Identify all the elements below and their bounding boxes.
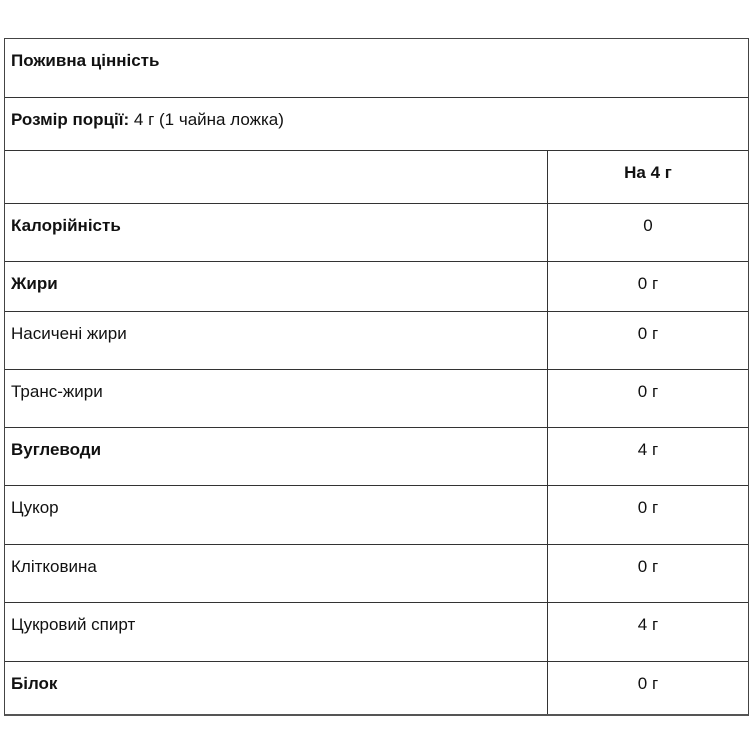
table-row: [5, 485, 748, 544]
column-header: На 4 г: [624, 163, 672, 182]
nutrient-name: Вуглеводи: [5, 428, 548, 485]
table-row: [5, 544, 748, 602]
nutrient-name: Білок: [5, 662, 548, 714]
nutrient-name: Жири: [5, 262, 548, 311]
serving-value: 4 г (1 чайна ложка): [129, 110, 284, 129]
nutrient-value: 0 г: [637, 674, 659, 693]
serving-label: Розмір порції:: [11, 110, 130, 129]
table-row: [5, 369, 748, 427]
table-row: [5, 261, 748, 311]
header-row: [5, 150, 748, 203]
nutrient-name: Калорійність: [5, 204, 548, 261]
nutrient-name: Цукровий спирт: [5, 603, 548, 661]
nutrient-value: 4 г: [637, 615, 659, 634]
table-row: [5, 602, 748, 661]
table-row: [5, 203, 748, 261]
nutrition-table: [4, 38, 749, 716]
header-empty-cell: [5, 151, 548, 203]
nutrient-name: Клітковина: [5, 545, 548, 602]
nutrient-name: Транс-жири: [5, 370, 548, 427]
nutrient-value: 0 г: [637, 382, 659, 401]
table-row: [5, 427, 748, 485]
serving-size: [5, 98, 748, 150]
nutrient-name: Цукор: [5, 486, 548, 544]
title-row: [5, 39, 748, 97]
nutrient-value: 0 г: [637, 324, 659, 343]
nutrient-value: 4 г: [637, 440, 659, 459]
nutrient-name: Насичені жири: [5, 312, 548, 369]
nutrient-value: 0 г: [637, 498, 659, 517]
table-row: [5, 311, 748, 369]
nutrient-value: 0: [643, 216, 653, 235]
table-row: [5, 661, 748, 714]
nutrient-value: 0 г: [637, 557, 659, 576]
nutrient-value: 0 г: [637, 274, 659, 293]
table-title: Поживна цінність: [11, 51, 160, 70]
serving-row: [5, 97, 748, 150]
